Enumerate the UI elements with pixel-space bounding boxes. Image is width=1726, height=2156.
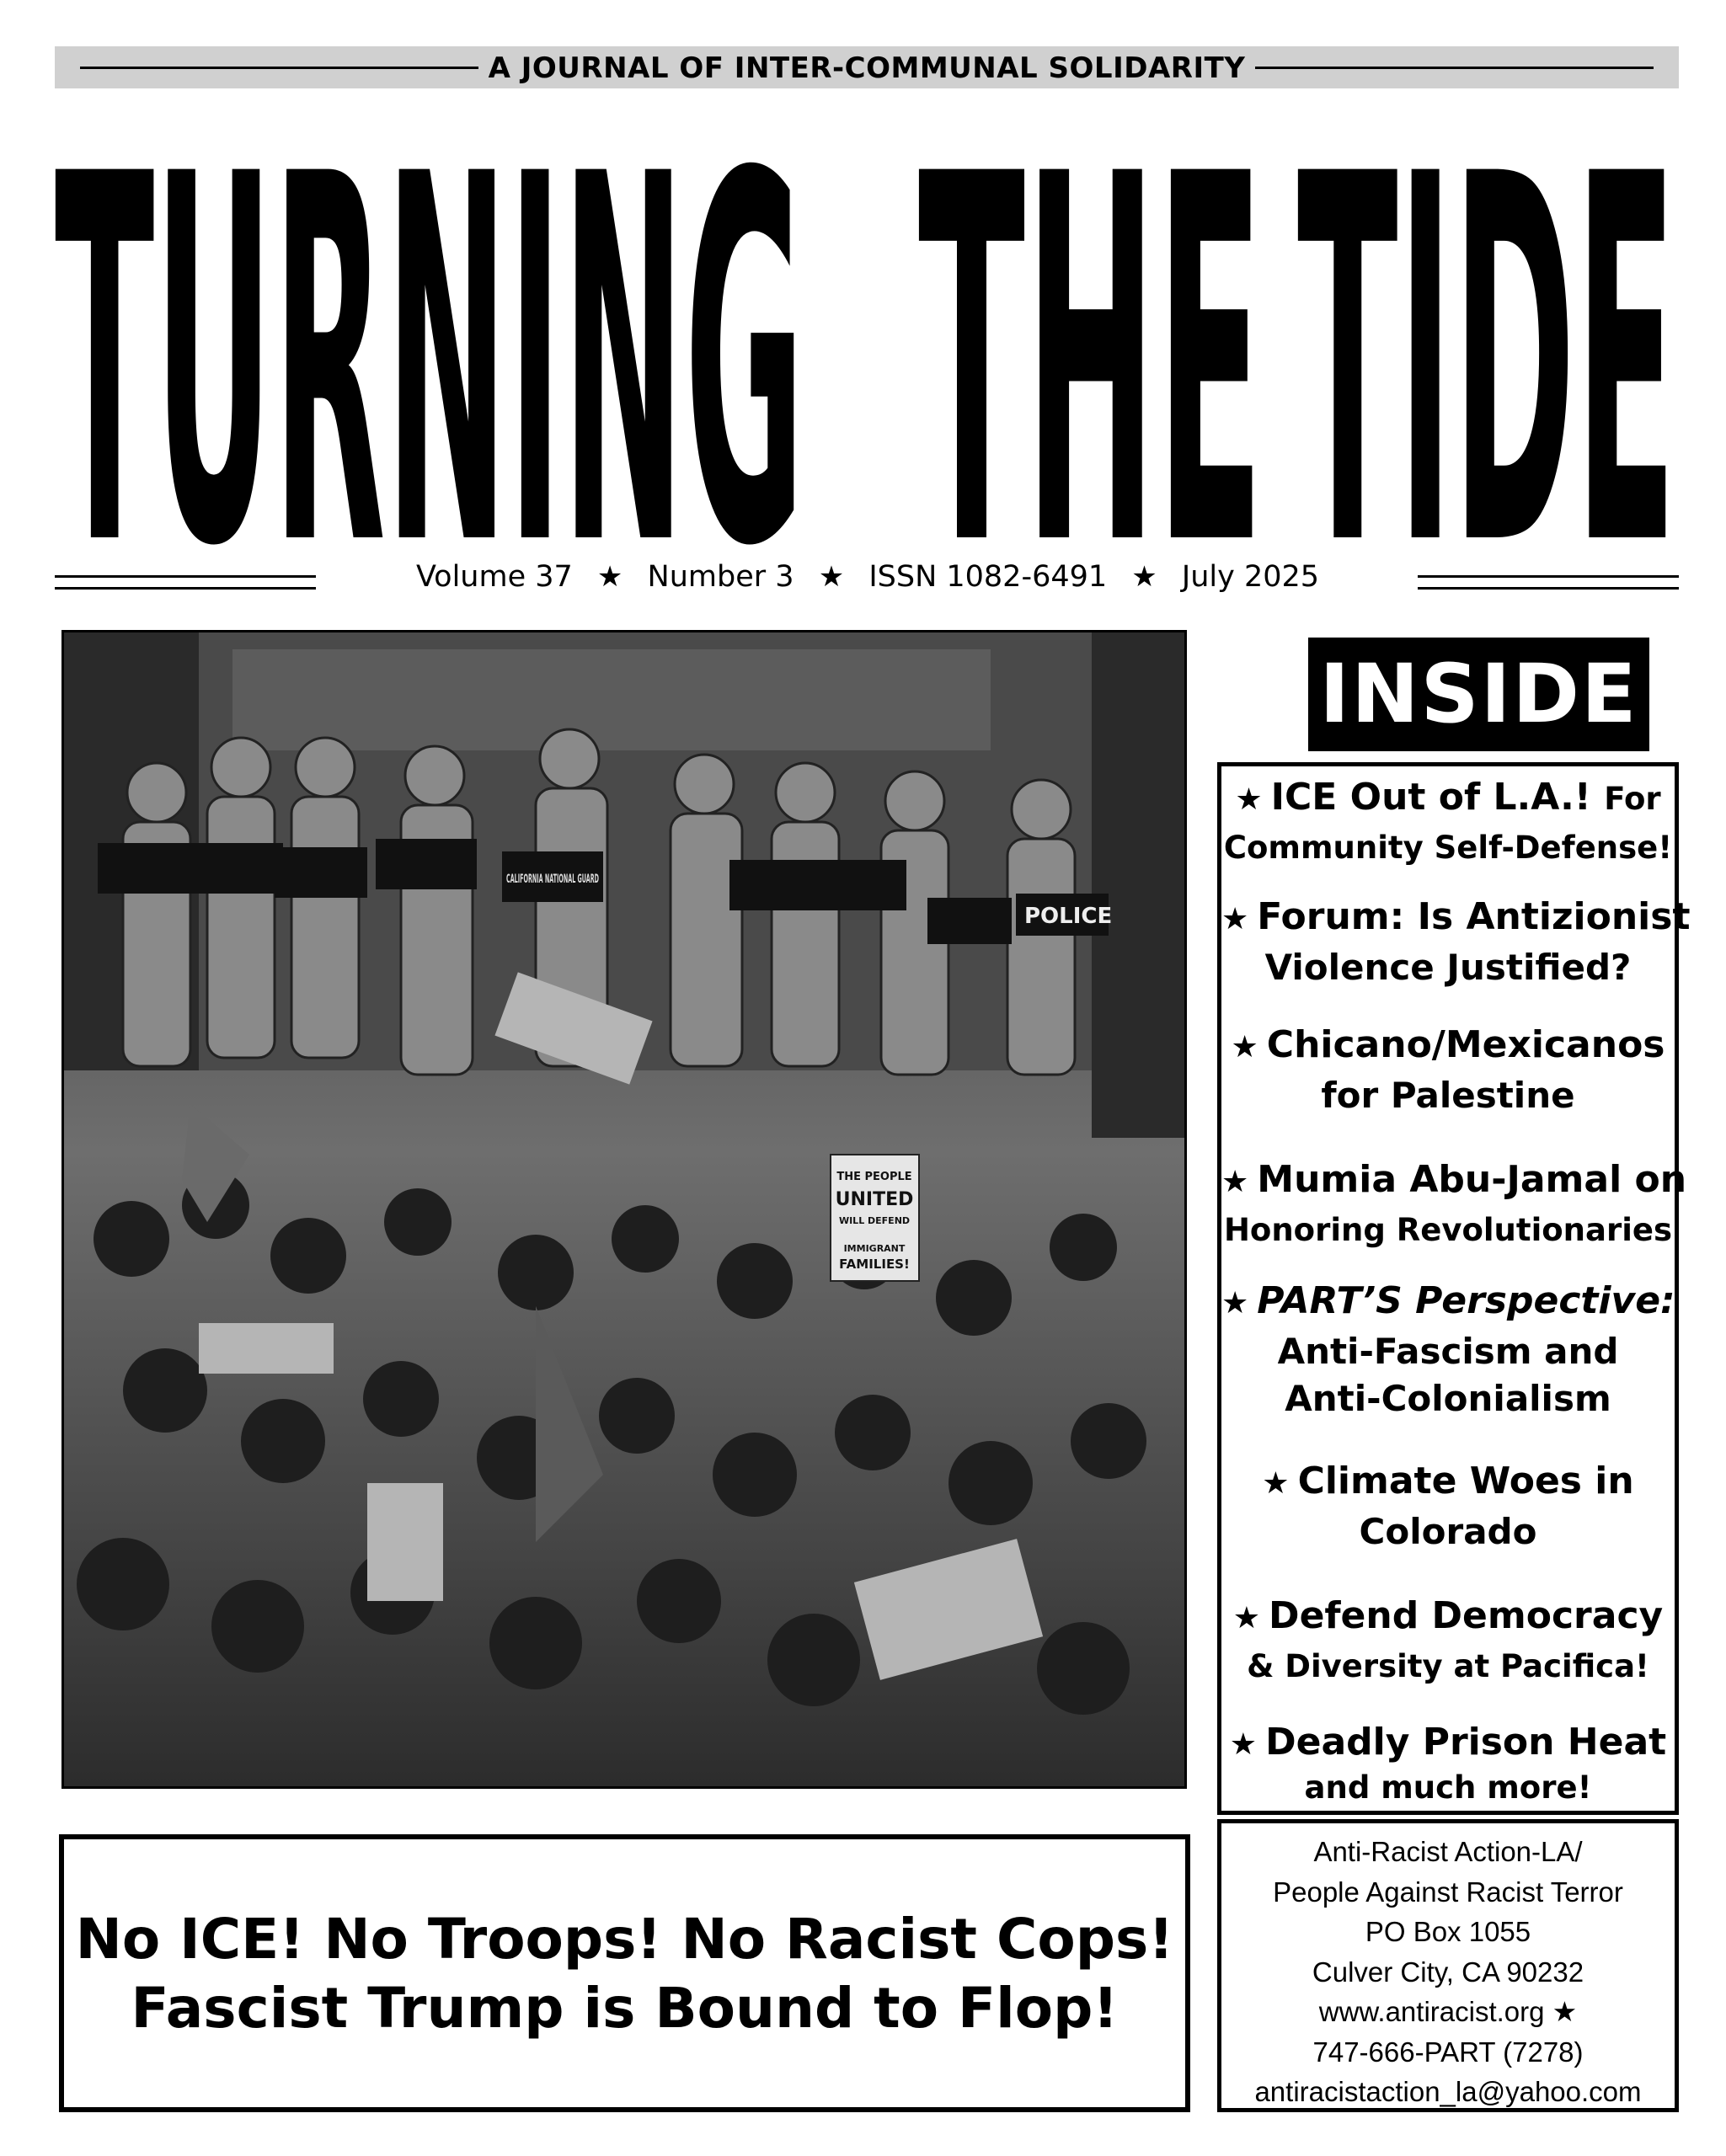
contents-item-line1: Deadly Prison Heat xyxy=(1265,1721,1667,1764)
contents-item xyxy=(1221,1592,1675,1690)
contact-phone: 747-666-PART (7278) xyxy=(1312,2036,1584,2068)
star-icon: ★ xyxy=(1229,1727,1258,1762)
contact-box xyxy=(1217,1819,1679,2112)
issue-number: Number 3 xyxy=(647,560,794,594)
star-icon: ★ xyxy=(596,560,623,594)
sign-line-3: WILL DEFEND xyxy=(838,1215,911,1226)
contact-po-box: PO Box 1055 xyxy=(1365,1916,1531,1947)
contents-item-line2: & Diversity at Pacifica! xyxy=(1247,1648,1649,1684)
star-icon: ★ xyxy=(1131,560,1157,594)
contact-city: Culver City, CA 90232 xyxy=(1312,1956,1584,1988)
star-icon: ★ xyxy=(1221,1286,1249,1321)
contents-item-line2: Honoring Revolutionaries xyxy=(1223,1212,1673,1248)
police-shield-text: POLICE xyxy=(1024,904,1113,929)
contents-item-line1: PART’S Perspective: xyxy=(1257,1279,1675,1322)
sign-line-2: UNITED xyxy=(835,1189,914,1210)
contact-org1: Anti-Racist Action-LA/ xyxy=(1313,1836,1583,1867)
contents-item-line1: ICE Out of L.A.! xyxy=(1270,776,1591,819)
contents-item-line2: Anti-Fascism and xyxy=(1277,1331,1619,1372)
star-icon: ★ xyxy=(1221,1165,1249,1199)
masthead-word-turning: TURNING xyxy=(55,99,805,554)
star-icon: ★ xyxy=(1232,1601,1261,1636)
masthead-title xyxy=(55,99,1681,554)
contents-item-line1: Climate Woes in xyxy=(1297,1460,1634,1502)
sign-line-5: FAMILIES! xyxy=(839,1257,910,1272)
star-icon: ★ xyxy=(1552,1996,1578,2027)
contents-item-line1: Defend Democracy xyxy=(1269,1594,1664,1637)
issue-line xyxy=(371,560,1365,594)
shield-text: CALIFORNIA NATIONAL GUARD xyxy=(506,873,599,886)
contents-item-line3: Anti-Colonialism xyxy=(1285,1378,1611,1419)
contents-item-line1: Chicano/Mexicanos xyxy=(1266,1023,1665,1066)
contact-org2: People Against Racist Terror xyxy=(1273,1876,1623,1908)
contents-item xyxy=(1221,1155,1687,1254)
star-icon: ★ xyxy=(1221,902,1249,937)
issue-issn: ISSN 1082-6491 xyxy=(868,560,1108,594)
star-icon: ★ xyxy=(818,560,845,594)
issue-volume: Volume 37 xyxy=(415,560,573,594)
sign-line-1: THE PEOPLE xyxy=(836,1171,912,1183)
inside-label: INSIDE xyxy=(1308,638,1649,751)
tagline-text: A JOURNAL OF INTER-COMMUNAL SOLIDARITY xyxy=(478,51,1256,85)
issue-rule-right-bottom xyxy=(1418,587,1679,590)
cover-photo xyxy=(61,630,1187,1789)
contents-item-line2: Colorado xyxy=(1359,1511,1537,1552)
star-icon: ★ xyxy=(1231,1030,1258,1065)
contents-item-line1-small: For xyxy=(1604,781,1661,817)
slogan-line2: Fascist Trump is Bound to Flop! xyxy=(131,1976,1119,2041)
issue-rule-left-bottom xyxy=(55,587,316,590)
contents-item-line2: Community Self-Defense! xyxy=(1223,830,1673,866)
protest-sign xyxy=(831,1155,919,1281)
contents-item xyxy=(1221,1718,1675,1806)
contents-item-line2: Violence Justified? xyxy=(1264,947,1632,988)
contents-item xyxy=(1221,773,1675,872)
contents-item xyxy=(1221,1021,1675,1119)
contact-website[interactable]: www.antiracist.org xyxy=(1318,1996,1545,2027)
tagline-banner xyxy=(55,46,1679,88)
sign-line-4: IMMIGRANT xyxy=(843,1243,906,1254)
contents-item xyxy=(1221,1457,1675,1556)
masthead-word-the: THE xyxy=(918,99,1264,554)
contents-item-line2: for Palestine xyxy=(1321,1075,1575,1116)
issue-rule-right-top xyxy=(1418,575,1679,578)
contents-item-line1: Forum: Is Antizionist xyxy=(1257,895,1691,938)
issue-date: July 2025 xyxy=(1181,560,1320,594)
slogan-box xyxy=(59,1834,1190,2112)
slogan-line1: No ICE! No Troops! No Racist Cops! xyxy=(75,1907,1174,1972)
contact-email[interactable]: antiracistaction_la@yahoo.com xyxy=(1254,2076,1642,2107)
contents-item-line2: and much more! xyxy=(1304,1769,1592,1806)
star-icon: ★ xyxy=(1262,1466,1290,1501)
masthead-word-tide: TIDE xyxy=(1297,99,1676,554)
contents-item xyxy=(1221,1277,1675,1422)
issue-rule-left-top xyxy=(55,575,316,578)
contents-item xyxy=(1221,893,1691,991)
contents-item-line1: Mumia Abu-Jamal on xyxy=(1257,1158,1687,1201)
contents-box xyxy=(1217,762,1691,1815)
star-icon: ★ xyxy=(1235,782,1263,817)
